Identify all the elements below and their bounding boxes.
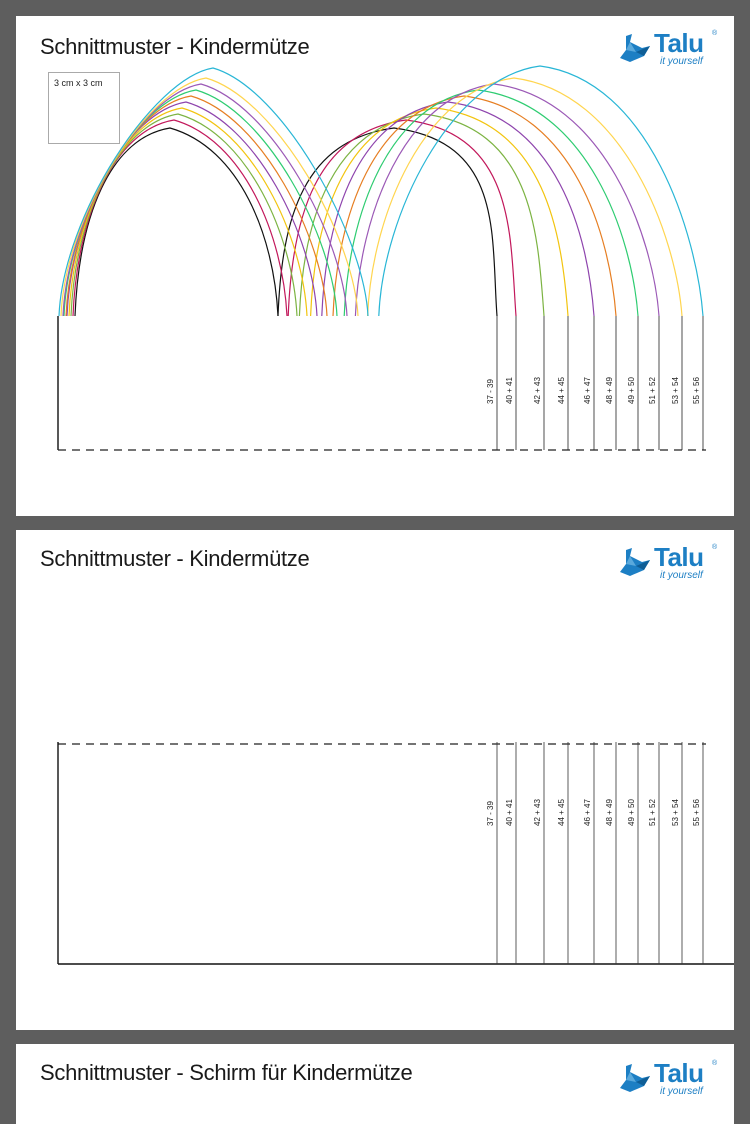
pattern-page-1: [16, 16, 734, 516]
size-label: 48 + 49: [605, 799, 614, 826]
logo-registered-mark: ®: [712, 30, 718, 37]
size-label: 53 + 54: [671, 799, 680, 826]
size-label: 44 + 45: [557, 799, 566, 826]
scale-label: 3 cm x 3 cm: [54, 78, 103, 88]
size-label: 49 + 50: [627, 799, 636, 826]
size-label: 44 + 45: [557, 377, 566, 404]
logo-tagline: it yourself: [660, 570, 703, 581]
logo-registered-mark: ®: [712, 1060, 718, 1067]
page-title: Schnittmuster - Schirm für Kindermütze: [40, 1060, 413, 1085]
size-label: 42 + 43: [533, 799, 542, 826]
crown-curve-left: [73, 120, 287, 316]
size-label: 55 + 56: [692, 377, 701, 404]
page-title: Schnittmuster - Kindermütze: [40, 34, 310, 59]
logo-wordmark: Talu: [654, 1058, 704, 1088]
logo-tagline: it yourself: [660, 1086, 703, 1097]
size-label: 40 + 41: [505, 799, 514, 826]
page-title: Schnittmuster - Kindermütze: [40, 546, 310, 571]
size-label: 46 + 47: [583, 377, 592, 404]
logo-registered-mark: ®: [712, 544, 718, 551]
pattern-page-3: [16, 1044, 734, 1124]
size-label: 49 + 50: [627, 377, 636, 404]
size-label: 42 + 43: [533, 377, 542, 404]
size-label: 37 - 39: [486, 801, 495, 826]
size-label: 46 + 47: [583, 799, 592, 826]
swan-icon: [616, 1062, 654, 1098]
logo-wordmark: Talu: [654, 542, 704, 572]
pattern-page-2: [16, 530, 734, 1030]
logo-wordmark: Talu: [654, 28, 704, 58]
hat-band-drawing: [16, 530, 734, 1030]
size-label: 40 + 41: [505, 377, 514, 404]
logo-tagline: it yourself: [660, 56, 703, 67]
size-label: 55 + 56: [692, 799, 701, 826]
crown-curve-right: [299, 114, 544, 316]
crown-curve-right: [368, 78, 682, 316]
crown-curve-left: [71, 114, 297, 316]
talu-logo: [616, 1060, 720, 1104]
size-label: 37 - 39: [486, 379, 495, 404]
size-label: 51 + 52: [648, 799, 657, 826]
size-label: 53 + 54: [671, 377, 680, 404]
crown-curve-right: [278, 128, 497, 316]
crown-curve-left: [63, 84, 347, 316]
hat-pattern-drawing: [16, 16, 734, 516]
size-label: 51 + 52: [648, 377, 657, 404]
size-label: 48 + 49: [605, 377, 614, 404]
